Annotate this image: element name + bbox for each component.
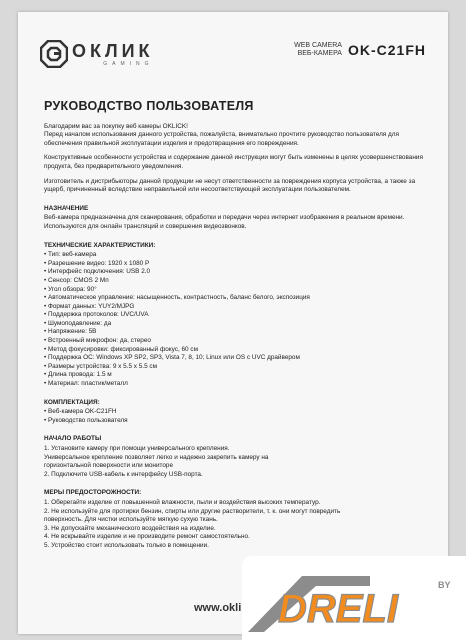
list-item: 2. Подключите USB-кабель к интерфейсу USB-порта. [44,470,203,478]
page-title: РУКОВОДСТВО ПОЛЬЗОВАТЕЛЯ [44,99,254,113]
start-list [44,445,428,479]
website-url: www.okli [194,602,242,614]
brand-sub: GAMING [103,60,154,67]
specs-list [44,251,428,389]
dreli-logo-icon [242,556,466,640]
safety-list [44,499,428,551]
purpose-heading: НАЗНАЧЕНИЕ [44,204,89,212]
intro-block [44,123,428,149]
list-item: горизонтальной поверхности или мониторе [44,462,174,470]
list-item: 5. Устройство стоит использовать только в помещении. [44,541,209,549]
list-item: поверхность. Для чистки используйте мягкую сухую ткань. [44,516,218,524]
intro-paragraph: Изготовитель и дистрибьюторы данной продукции не несут ответственности за повреждения корпуса устройства, а также за ущерб, причиненный вследствие неправильной или несоответствующей эксплуатации пользователем. [44,177,416,194]
intro-line: Благодарим вас за покупку веб камеры OKLICK! [44,122,188,130]
list-item: • Автоматическое управление: насыщенность, контрастность, баланс белого, экспозиция [44,294,428,303]
list-item: 1. Оберегайте изделие от повышенной влажности, пыли и воздействия высоких температур. [44,498,321,506]
list-item: 2. Не используйте для протирки бензин, спирты или другие растворители, т. к. они могут повредить [44,507,341,515]
list-item: • Формат данных: YUY2/MJPG [44,303,428,312]
header [40,40,426,80]
list-item: • Угол обзора: 90° [44,286,428,295]
list-item: • Длина провода: 1.5 м [44,371,428,380]
list-item: • Руководство пользователя [44,417,428,426]
purpose-text: Веб-камера предназначена для сканирования, обработки и передачи через интернет изображения в реальном времени. Используются для онлайн трансляций и совершения видеозвонков. [44,214,405,230]
list-item: • Напряжение: 5В [44,328,428,337]
product-label [294,42,426,58]
veb-kamera-label: ВЕБ-КАМЕРА [297,50,342,57]
list-item: • Материал: пластик/металл [44,380,428,389]
dreli-watermark-badge [242,556,466,640]
brand-name: ОКЛИК [72,40,154,61]
specs-heading: ТЕХНИЧЕСКИЕ ХАРАКТЕРИСТИКИ: [44,241,156,249]
oklick-logo-icon [40,40,68,68]
start-heading: НАЧАЛО РАБОТЫ [44,435,102,443]
list-item: • Шумоподавление: да [44,320,428,329]
kit-heading: КОМПЛЕКТАЦИЯ: [44,398,100,406]
list-item: • Поддержка ОС: Windows XP SP2, SP3, Vista 7, 8, 10; Linux или OS с UVC драйвером [44,354,428,363]
list-item: • Интерфейс подключения: USB 2.0 [44,268,428,277]
list-item: • Разрешение видео: 1920 х 1080 Р [44,260,428,269]
list-item: 4. Не вскрывайте изделие и не производите ремонт самостоятельно. [44,533,250,541]
list-item: • Размеры устройства: 9 х 5.5 х 5.5 см [44,363,428,372]
list-item: Универсальное крепление позволяет легко и надежно закрепить камеру на [44,453,269,461]
model-number: OK-C21FH [347,42,426,58]
kit-list [44,408,428,425]
list-item: 3. Не допускайте механического воздействия на изделие. [44,524,216,532]
manual-sheet [18,12,448,634]
manual-content [44,99,428,551]
dreli-by: BY [438,580,451,590]
web-camera-label: WEB CAMERA [294,42,342,49]
intro-paragraph: Конструктивные особенности устройства и содержание данной инструкции могут быть изменены в целях усовершенствования продукта, без предварительного уведомления. [44,154,423,170]
list-item: • Сенсор: CMOS 2 Мп [44,277,428,286]
list-item: • Метод фокусировки: фиксированный фокус, 60 см [44,346,428,355]
list-item: 1. Установите камеру при помощи универсального крепления. [44,445,230,452]
brand-logo [40,40,154,68]
dreli-word: DRELI [278,587,398,631]
intro-line: Перед началом использования данного устройства, пожалуйста, внимательно прочтите руководство пользователя для обеспечения правильной эксплуатации изделия и предотвращения его повреждения. [44,131,399,147]
list-item: • Поддержка протоколов: UVC/UVA [44,311,428,320]
list-item: • Встроенный микрофон: да, стерео [44,337,428,346]
safety-heading: МЕРЫ ПРЕДОСТОРОЖНОСТИ: [44,489,142,497]
list-item: • Веб-камера OK-C21FH [44,408,428,417]
list-item: • Тип: веб-камера [44,251,428,260]
